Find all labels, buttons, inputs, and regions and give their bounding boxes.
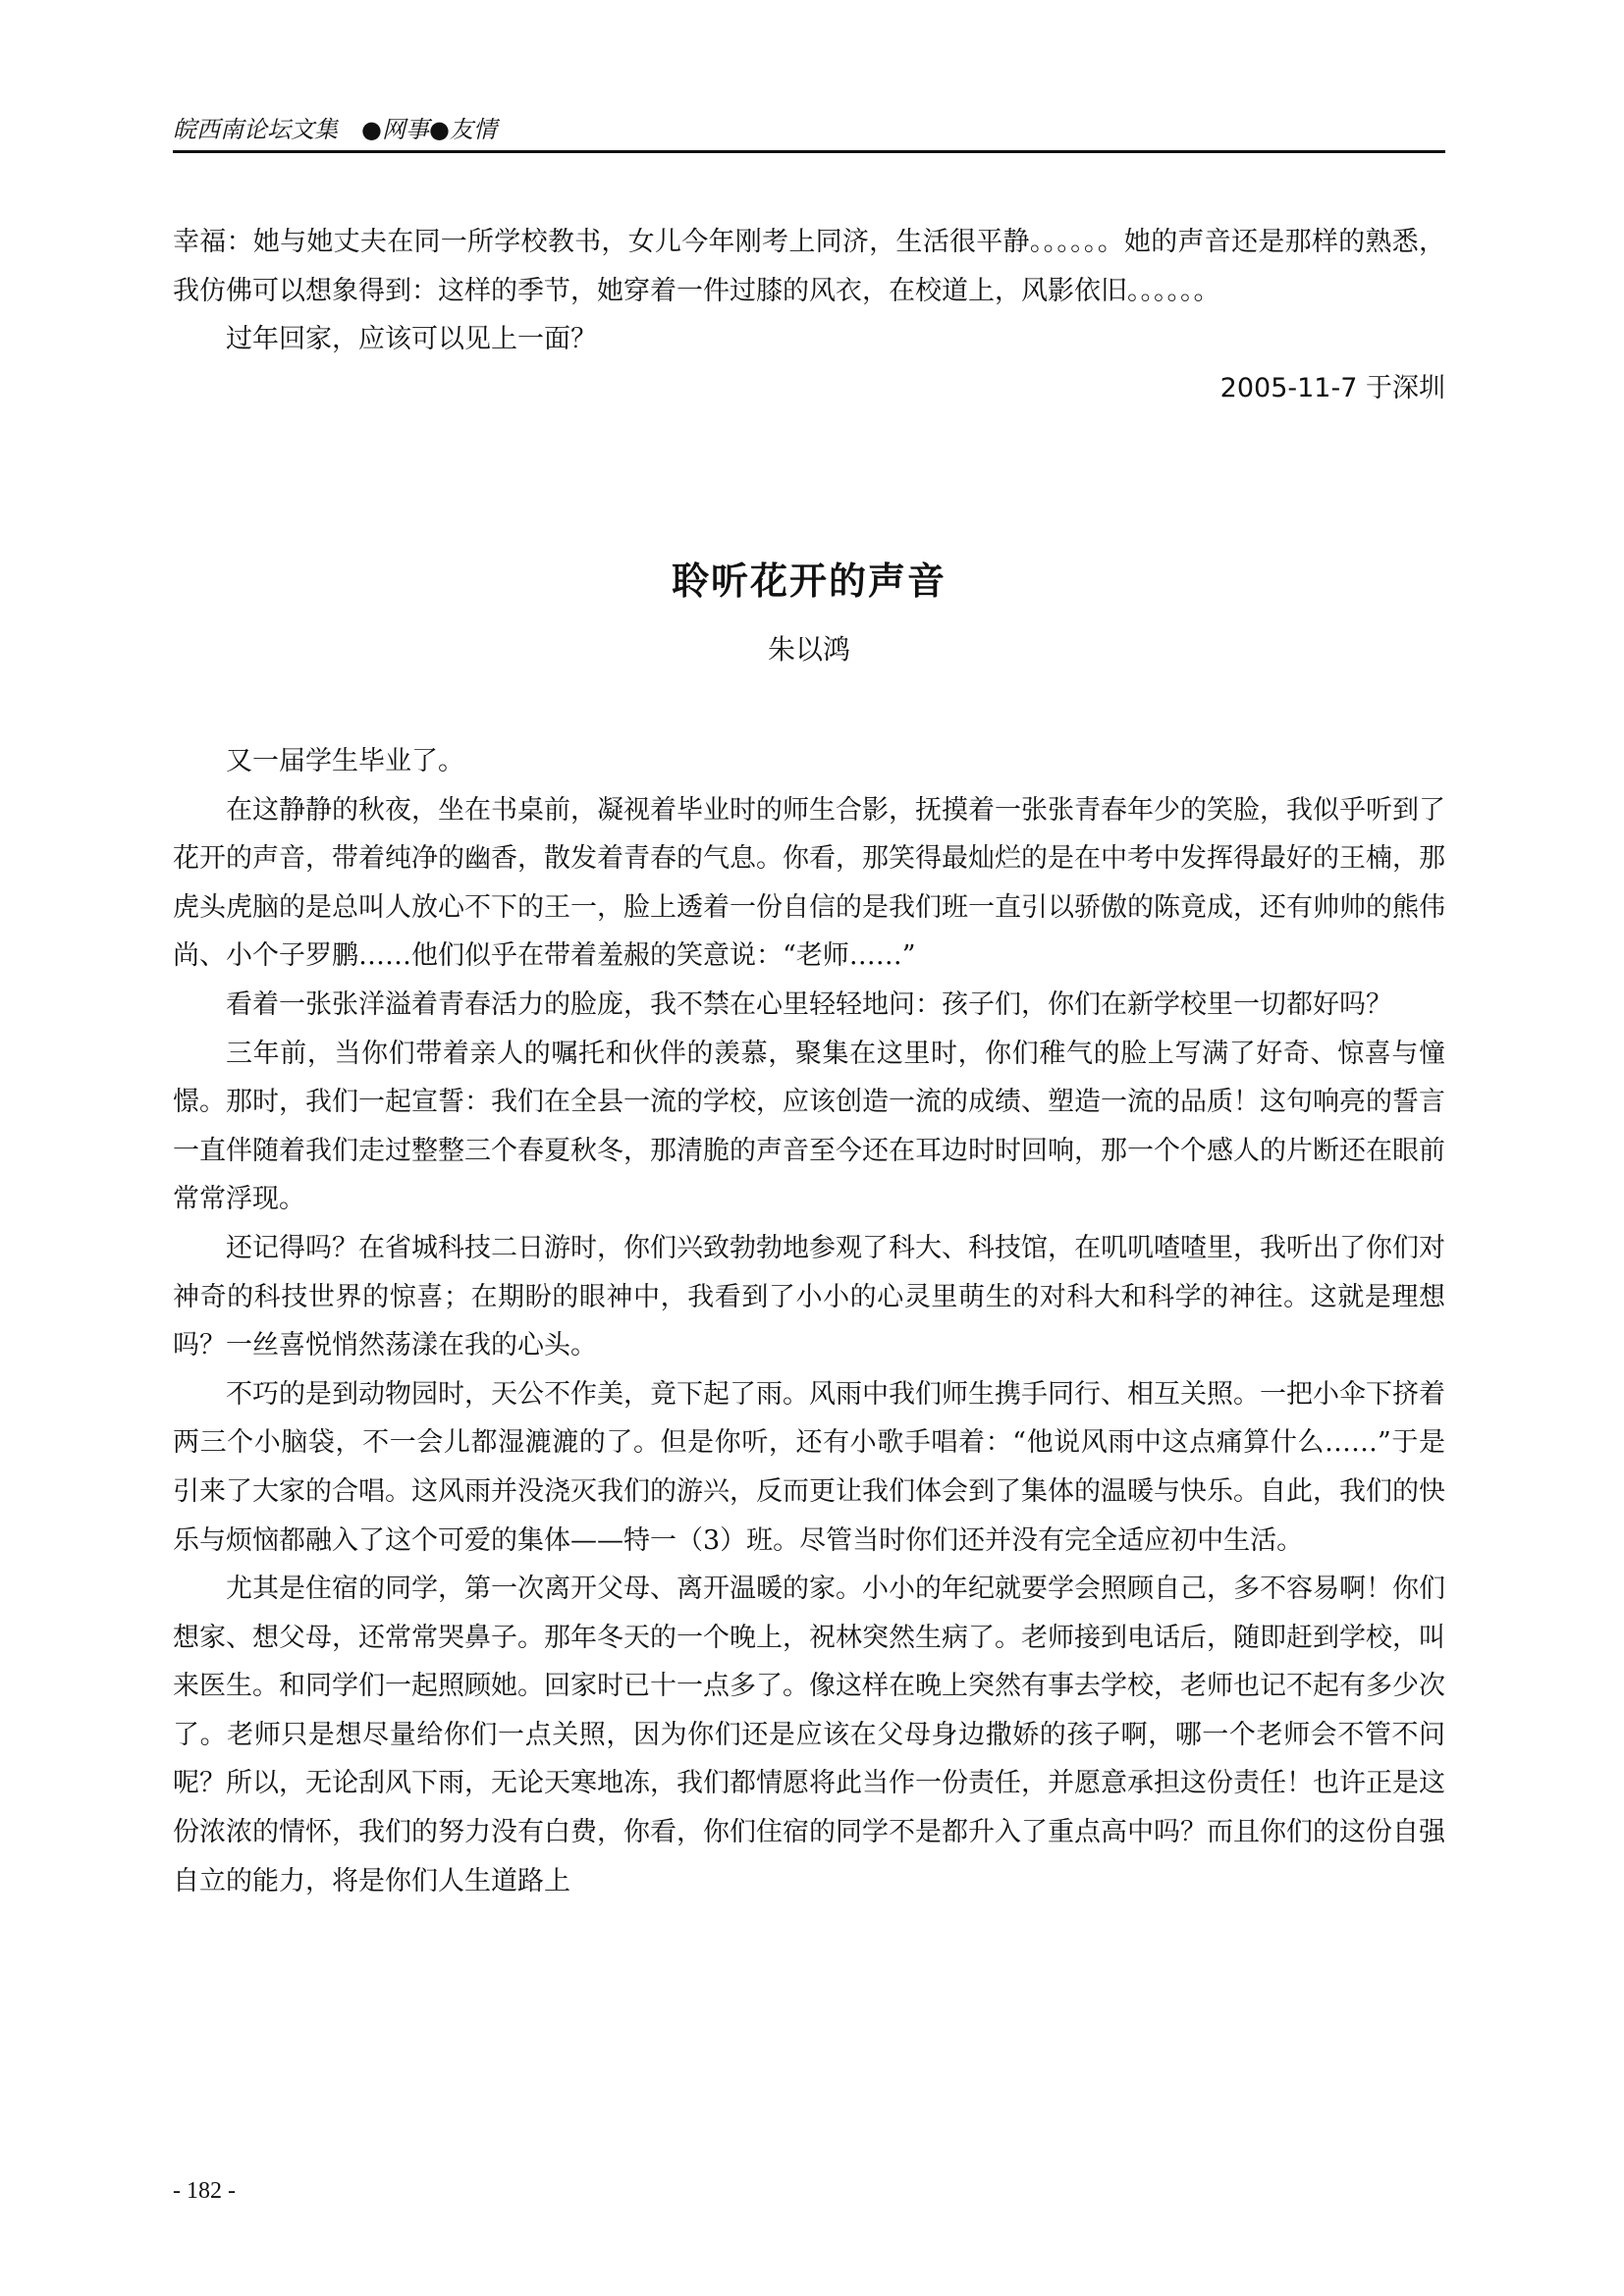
article-paragraph: 又一届学生毕业了。 <box>226 746 464 776</box>
header-rule <box>173 150 1445 153</box>
signoff-date: 2005-11-7 <box>1219 372 1358 403</box>
article-paragraph: 不巧的是到动物园时，天公不作美，竟下起了雨。风雨中我们师生携手同行、相互关照。一把小伞下挤着两三个小脑袋，不一会儿都湿漉漉的了。但是你听，还有小歌手唱着：“他说风雨中这点痛算什么……”于是引来了大家的合唱。这风雨并没浇灭我们的游兴，反而更让我们体会到了集体的温暖与快乐。自此，我们的快乐与烦恼都融入了这个可爱的集体——特一（3）班。尽管当时你们还并没有完全适应初中生活。 <box>173 1378 1445 1556</box>
article-body <box>173 737 1445 1905</box>
continuation-paragraph: 幸福：她与她丈夫在同一所学校教书，女儿今年刚考上同济，生活很平静。。。。。。她的声音还是那样的熟悉，我仿佛可以想象得到：这样的季节，她穿着一件过膝的风衣，在校道上，风影依旧。。。。。。 <box>173 227 1445 306</box>
article-author: 朱以鸿 <box>767 633 850 666</box>
article-title: 聆听花开的声音 <box>671 560 947 603</box>
article-paragraph: 尤其是住宿的同学，第一次离开父母、离开温暖的家。小小的年纪就要学会照顾自己，多不容易啊！你们想家、想父母，还常常哭鼻子。那年冬天的一个晚上，祝林突然生病了。老师接到电话后，随即赶到学校，叫来医生。和同学们一起照顾她。回家时已十一点多了。像这样在晚上突然有事去学校，老师也记不起有多少次了。老师只是想尽量给你们一点关照，因为你们还是应该在父母身边撒娇的孩子啊，哪一个老师会不管不问呢？所以，无论刮风下雨，无论天寒地冻，我们都情愿将此当作一份责任，并愿意承担这份责任！也许正是这份浓浓的情怀，我们的努力没有白费，你看，你们住宿的同学不是都升入了重点高中吗？而且你们的这份自强自立的能力，将是你们人生道路上 <box>173 1574 1445 1896</box>
page-number: - 182 - <box>173 2178 236 2204</box>
signoff-place: 于深圳 <box>1357 372 1445 403</box>
running-header: 皖西南论坛文集 ●网事●友情 <box>173 116 497 143</box>
article-paragraph: 三年前，当你们带着亲人的嘱托和伙伴的羡慕，聚集在这里时，你们稚气的脸上写满了好奇、惊喜与憧憬。那时，我们一起宣誓：我们在全县一流的学校，应该创造一流的成绩、塑造一流的品质！这句响亮的誓言一直伴随着我们走过整整三个春夏秋冬，那清脆的声音至今还在耳边时时回响，那一个个感人的片断还在眼前常常浮现。 <box>173 1038 1445 1215</box>
article-paragraph: 在这静静的秋夜，坐在书桌前，凝视着毕业时的师生合影，抚摸着一张张青春年少的笑脸，我似乎听到了花开的声音，带着纯净的幽香，散发着青春的气息。你看，那笑得最灿烂的是在中考中发挥得最好的王楠，那虎头虎脑的是总叫人放心不下的王一，脸上透着一份自信的是我们班一直引以骄傲的陈竟成，还有帅帅的熊伟尚、小个子罗鹏……他们似乎在带着羞赧的笑意说：“老师……” <box>173 794 1445 972</box>
continuation-section <box>173 218 1445 412</box>
continuation-paragraph: 过年回家，应该可以见上一面？ <box>226 324 597 355</box>
article-paragraph: 还记得吗？在省城科技二日游时，你们兴致勃勃地参观了科大、科技馆，在叽叽喳喳里，我听出了你们对神奇的科技世界的惊喜；在期盼的眼神中，我看到了小小的心灵里萌生的对科大和科学的神往。这就是理想吗？一丝喜悦悄然荡漾在我的心头。 <box>173 1232 1445 1362</box>
article-paragraph: 看着一张张洋溢着青春活力的脸庞，我不禁在心里轻轻地问：孩子们，你们在新学校里一切都好吗？ <box>226 988 1392 1020</box>
signoff <box>173 364 1445 413</box>
